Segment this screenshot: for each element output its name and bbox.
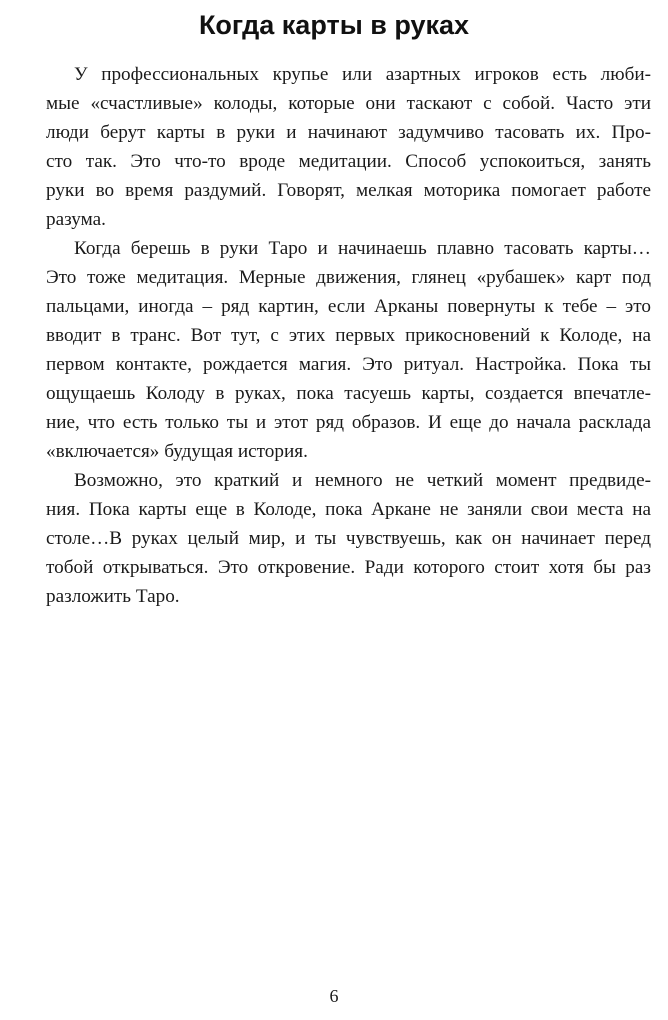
- page-number: 6: [329, 986, 339, 1006]
- text-line: тобой открываться. Это откровение. Ради которого стоит хотя бы раз: [46, 557, 651, 578]
- paragraph-3: [18, 466, 651, 611]
- text-line: мые «счастливые» колоды, которые они таскают с собой. Часто эти: [46, 93, 651, 114]
- text-line: разума.: [46, 209, 106, 230]
- text-line: Это тоже медитация. Мерные движения, глянец «рубашек» карт под: [46, 267, 651, 288]
- text-line: разложить Таро.: [46, 586, 180, 607]
- text-line: У профессиональных крупье или азартных игроков есть люби-: [74, 64, 651, 85]
- text-line: ние, что есть только ты и этот ряд образов. И еще до начала расклада: [46, 412, 651, 433]
- text-line: «включается» будущая история.: [46, 441, 308, 462]
- chapter-title: Когда карты в руках: [198, 10, 470, 40]
- text-line: первом контакте, рождается магия. Это ритуал. Настройка. Пока ты: [46, 354, 651, 375]
- paragraph-1: [18, 60, 651, 234]
- text-line: Когда берешь в руки Таро и начинаешь плавно тасовать карты…: [74, 238, 651, 259]
- chapter-body: [18, 60, 651, 611]
- text-line: сто так. Это что-то вроде медитации. Способ успокоиться, занять: [46, 151, 651, 172]
- text-line: руки во время раздумий. Говорят, мелкая моторика помогает работе: [46, 180, 651, 201]
- text-line: ния. Пока карты еще в Колоде, пока Аркане не заняли свои места на: [46, 499, 651, 520]
- text-line: столе…В руках целый мир, и ты чувствуешь, как он начинает перед: [46, 528, 651, 549]
- text-line: Возможно, это краткий и немного не четкий момент предвиде-: [74, 470, 651, 491]
- text-line: люди берут карты в руки и начинают задумчиво тасовать их. Про-: [46, 122, 651, 143]
- paragraph-2: [18, 234, 651, 466]
- text-line: ощущаешь Колоду в руках, пока тасуешь карты, создается впечатле-: [46, 383, 651, 404]
- text-line: вводит в транс. Вот тут, с этих первых прикосновений к Колоде, на: [46, 325, 651, 346]
- text-line: пальцами, иногда – ряд картин, если Арканы повернуты к тебе – это: [46, 296, 651, 317]
